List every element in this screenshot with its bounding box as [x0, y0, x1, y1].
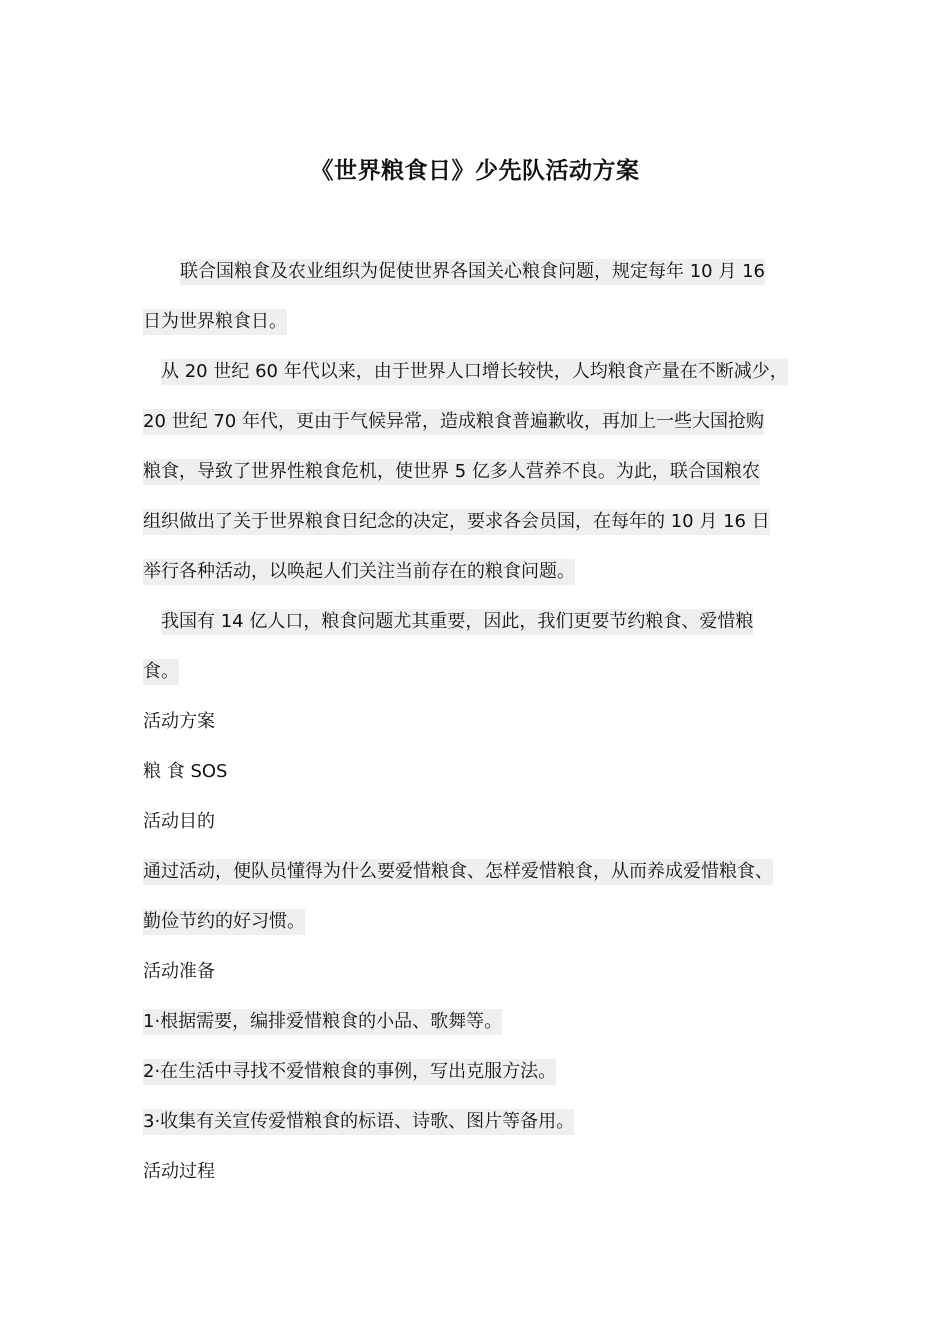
text-run: 我国有 14 亿人口，粮食问题尤其重要，因此，我们更要节约粮食、爱惜粮: [161, 609, 753, 635]
paragraph-line: [143, 597, 827, 647]
text-run: 从 20 世纪 60 年代以来，由于世界人口增长较快，人均粮食产量在不断减少，: [161, 359, 788, 385]
text-run: 20 世纪 70 年代，更由于气候异常，造成粮食普遍歉收，再加上一些大国抢购: [143, 409, 764, 435]
paragraph-line: [143, 847, 827, 897]
text-run: 活动准备: [143, 961, 215, 982]
text-run: 通过活动，便队员懂得为什么要爱惜粮食、怎样爱惜粮食，从而养成爱惜粮食、: [143, 859, 773, 885]
text-run: 粮 食 SOS: [143, 761, 228, 782]
paragraph-line: [143, 297, 827, 347]
text-run: 日为世界粮食日。: [143, 309, 287, 335]
paragraph-line: [143, 897, 827, 947]
list-item: [143, 997, 827, 1047]
text-run: 举行各种活动，以唤起人们关注当前存在的粮食问题。: [143, 559, 575, 585]
list-item: [143, 1097, 827, 1147]
section-heading: [143, 947, 827, 997]
list-item: [143, 1047, 827, 1097]
paragraph-line: [143, 497, 827, 547]
section-heading: [143, 797, 827, 847]
text-run: 活动目的: [143, 811, 215, 832]
text-run: 1·根据需要，编排爱惜粮食的小品、歌舞等。: [143, 1009, 502, 1035]
text-run: 3·收集有关宣传爱惜粮食的标语、诗歌、图片等备用。: [143, 1109, 574, 1135]
text-run: 勤俭节约的好习惯。: [143, 909, 305, 935]
document-body: [143, 247, 827, 1197]
text-run: 粮食，导致了世界性粮食危机，使世界 5 亿多人营养不良。为此，联合国粮农: [143, 459, 760, 485]
paragraph-line: [143, 447, 827, 497]
text-run: 联合国粮食及农业组织为促使世界各国关心粮食问题，规定每年 10 月 16: [180, 259, 765, 285]
section-heading: [143, 747, 827, 797]
document-title: 《世界粮食日》少先队活动方案: [310, 158, 640, 184]
text-run: 活动方案: [143, 711, 215, 732]
text-run: 2·在生活中寻找不爱惜粮食的事例，写出克服方法。: [143, 1059, 556, 1085]
paragraph-line: [143, 247, 827, 297]
paragraph-line: [143, 397, 827, 447]
paragraph-line: [143, 647, 827, 697]
section-heading: [143, 697, 827, 747]
paragraph-line: [143, 547, 827, 597]
text-run: 活动过程: [143, 1161, 215, 1182]
section-heading: [143, 1147, 827, 1197]
text-run: 组织做出了关于世界粮食日纪念的决定，要求各会员国，在每年的 10 月 16 日: [143, 509, 770, 535]
paragraph-line: [143, 347, 827, 397]
text-run: 食。: [143, 659, 179, 685]
